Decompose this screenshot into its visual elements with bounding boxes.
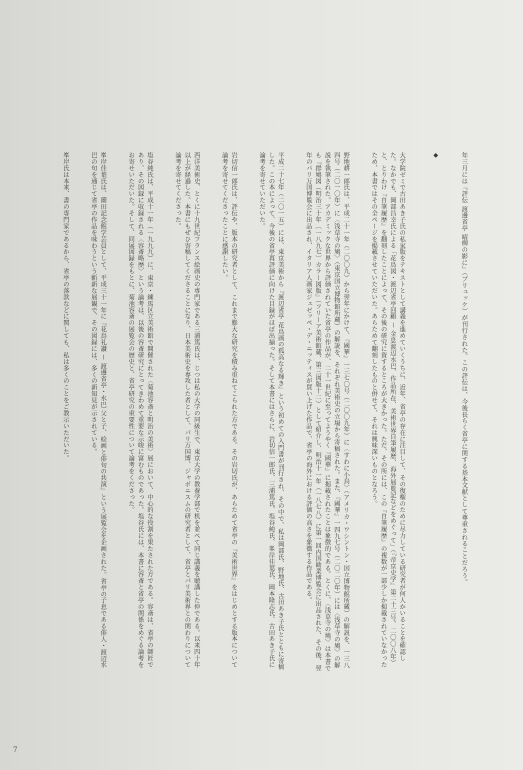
section-separator: ◆ bbox=[432, 152, 440, 160]
body-paragraph: 平成二十七年（二〇一五）には、東京美術から『渡辺省亭 花鳥画の孤高なる輝き』という初めての入門書が刊行され、その中で、私は岡部氏、野地氏、古田あき子氏とともに寄稿した。この本によって、今後の省亭再評価に向けた目録がほぼ出揃った。そして本書にはさらに、岩切信一郎氏、三浦篤氏、塩谷純氏、峯岸佳葉氏、岡本隆志氏、古田あき子氏に論考を寄せていただいた。 bbox=[258, 152, 284, 671]
body-paragraph: 野地耕一郎氏は、平成二十一年（二〇〇九）から翌年にかけて、『國華』一三七〇号（二〇〇九年）に〈すわに小鳥〉（アメリカ・ワシントン・国立博物館所蔵）の解説を、一三八四号（二〇一〇年）に〈浅草寺の鳩〉（東京国立博物館所蔵）の解説を、それぞれ美術史の立場から寄稿された。また、『國華』一四九七号（二〇二〇年）には〈浅草寺の鳩〉の解説を執筆された。アカデミックな世界から評価されていた省亭の作品が、二十一世紀に至ってようやく『國華』に掲載されたことは象徴的である。とくに、〈浅草寺の鳩〉は本書でも『群鳩図（明治三十年〔一八九七〕カラー図版』（フリーア美術館蔵、第三図版十二）として紹介し、明治十一年（一八七八）に第一回内国勧業博覧会に出品された、その後、翌年のパリ万国博覧会に出品され、イタリア人画家ジュゼッペ・デ・ニッティスが買い上げた作品で、省亭の海外における評価の高さを象徴する作品である。 bbox=[304, 152, 350, 672]
body-paragraph: 塩谷純氏は、平成十一年（一九九九）に、東京・練馬区立美術館で開催された〈菊池容斎と明治の美術〉展において、中心的な役割を果たされた方である。容斎は、省亭の師匠であり、その図録に収録される〈容斎略歴〉という論考は、以後の容斎研究にとってきわめて重要な示唆に富むものであった。塩谷氏には、本書に容斎と省亭の関係をめぐる論考をお寄せいただいた。そして、同展図録をもとに、菊池容斎の展覧会の歴史と、省亭研究の重要性について論考をくださった。 bbox=[127, 152, 153, 668]
intro-paragraph: 年三月には『評伝 渡邊省亭 晴柳の影に』（ブリュッケ）が刊行された。この評伝は、今後長らく省亭に関する基本文献として尊重されることだろう。 bbox=[460, 152, 468, 586]
vertical-text-block bbox=[42, 152, 487, 672]
body-paragraph: 西洋美術史、とくに十九世紀フランス絵画史の専門家である三浦篤氏は、じつは私の大学の同級生で、東京大学の教養学部で机を並べて同じ講義を聴講した仲である。以来四十年以上が経過した。本書にもぜひ寄稿してくださることになり、日本美術史を専攻した者として、パリ万国博、ジャポニスムの研究者として、省亭とパリ美術界との関わりについて論考を寄せてくださった。 bbox=[174, 152, 200, 668]
body-paragraph: 岩切信一郎氏は、評伝や、版本の研究者として、これまで膨大な研究を積み重ねてこられた方である。その岩切氏が、あらためて省亭の『美術世界』をはじめとする版本について論考を寄せてくださったことに感謝したい。 bbox=[220, 152, 238, 668]
body-paragraph: 峯岸佳葉氏は、薗田記念館学芸員として、平成三十一年に『花鳥礼讃 ー 渡邊省亭・水巴 父と子、絵画と俳句の共演』という展覧会を企画された。省亭の子息である俳人・渡辺水巴の句を通じて省亭の作品を味わうという斬新な展観で、その図録には、多くの新知見が示されている。 bbox=[89, 152, 107, 669]
body-paragraph: 大学院ゼミで古田あき子氏の私家版をテキストとして講義を進めていくうちに、近年、省亭の存在に注目して、その復権のために尽力している研究者が何人かいることを確認した。なかでも、岡部昌幸氏による「花鳥図・渡辺省亭回顧 ー 金息渡辺水巴、作品所在、美術世界自筆履歴、海外展覧記などをめぐって」（『帝京史学』第二十三号、二〇〇八年）と、とりわけ『自筆履歴』を翻刻したことによって、その後の研究に資するところが大きかった。ただ、その所には、この『自筆履歴』の複数が一部少しか掲載されていなかったため、本書ではその全ページを掲載させていただいた。あらためて翻刻したものと併せて、それは興味深いものとなろう。 bbox=[370, 152, 406, 668]
body-paragraph: 峯岸氏は本来、書の専門家であるから、省亭の落款などに関しても、私は多くのことをご教示いただいた。 bbox=[61, 152, 69, 462]
page-number: 7 bbox=[13, 746, 18, 754]
